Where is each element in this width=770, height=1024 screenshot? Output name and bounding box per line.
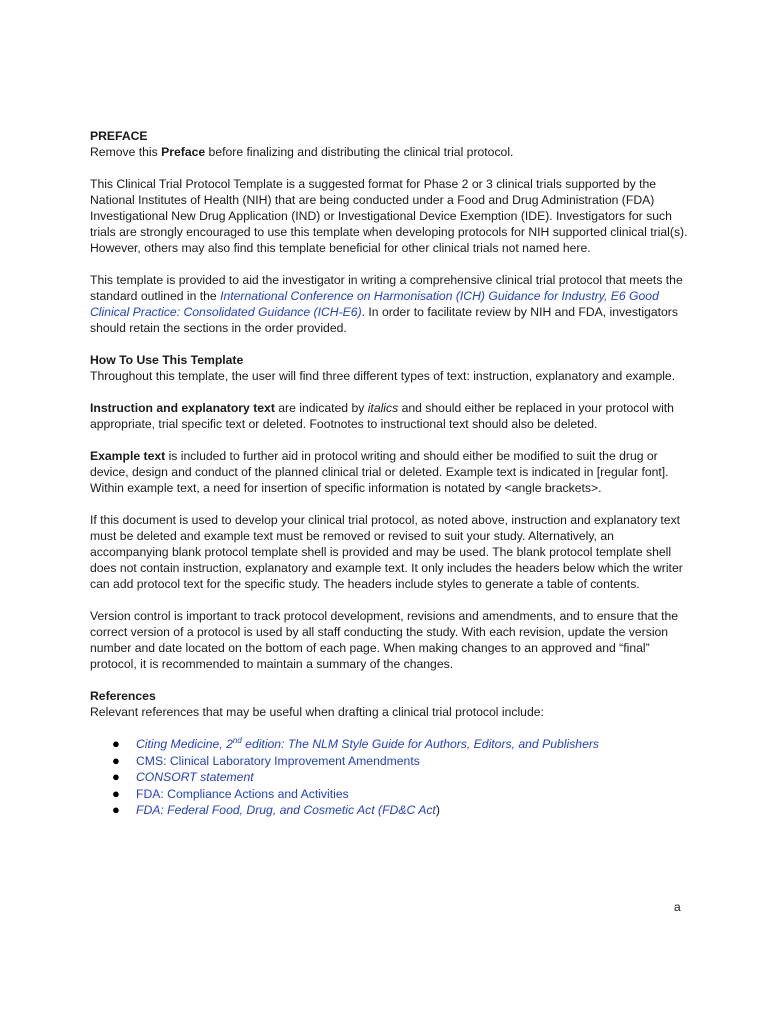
fda-compliance-link[interactable]: FDA: Compliance Actions and Activities xyxy=(136,786,349,801)
fdc-act-link[interactable]: FDA: Federal Food, Drug, and Cosmetic Act (FD&C Act xyxy=(136,803,436,818)
aid-paragraph: This template is provided to aid the investigator in writing a comprehensive clinical trial protocol that meets the standard outlined in the International Conference on Harmonisation (ICH) Guidance for Industry, E6 Good Clinical Practice: Consolidated Guidance (ICH-E6). In order to facilitate review by NIH and FDA, investigators should retain the sections in the order provided. xyxy=(90,273,683,335)
preface-heading: PREFACE xyxy=(90,129,148,143)
bullet-icon: ● xyxy=(112,752,120,768)
ich-e6-link[interactable]: International Conference on Harmonisation (ICH) Guidance for Industry, E6 Good Clinical Practice: Consolidated Guidance (ICH-E6) xyxy=(90,289,659,319)
bullet-icon: ● xyxy=(112,785,120,801)
list-item xyxy=(112,769,690,786)
bullet-icon: ● xyxy=(112,802,120,818)
develop-paragraph: If this document is used to develop your clinical trial protocol, as noted above, instruction and explanatory text must be deleted and example text must be removed or revised to suit your study. Alternatively, an accompanying blank protocol template shell is provided and may be used. The blank protocol template shell does not contain instruction, explanatory and example text. It only includes the headers below which the writer can add protocol text for the specific study. The headers include styles to generate a table of contents. xyxy=(90,513,683,591)
preface-remove-note: Remove this Preface before finalizing and distributing the clinical trial protocol. xyxy=(90,145,514,159)
how-to-heading: How To Use This Template xyxy=(90,353,244,367)
references-intro: Relevant references that may be useful when drafting a clinical trial protocol include: xyxy=(90,705,544,719)
citing-medicine-link[interactable]: Citing Medicine, 2nd edition: The NLM Style Guide for Authors, Editors, and Publishers xyxy=(136,735,600,751)
bullet-icon: ● xyxy=(112,769,120,785)
cms-clia-link[interactable]: CMS: Clinical Laboratory Improvement Amendments xyxy=(136,753,420,768)
how-to-text: Throughout this template, the user will find three different types of text: instruction, explanatory and example. xyxy=(90,369,676,383)
example-paragraph: Example text is included to further aid in protocol writing and should either be modified to suit the drug or device, design and conduct of the planned clinical trial or deleted. Example text is indicated in [regular font]. Within example text, a need for insertion of specific information is notated by <angle brackets>. xyxy=(90,449,669,495)
version-paragraph: Version control is important to track protocol development, revisions and amendments, and to ensure that the correct version of a protocol is used by all staff conducting the study. With each revision, update the version number and date located on the bottom of each page. When making changes to an approved and “final” protocol, it is recommended to maintain a summary of the changes. xyxy=(90,609,679,671)
list-item xyxy=(112,753,690,770)
references-list xyxy=(90,736,690,819)
consort-statement-link[interactable]: CONSORT statement xyxy=(136,770,254,785)
list-item xyxy=(112,786,690,803)
instruction-paragraph: Instruction and explanatory text are indicated by italics and should either be replaced in your protocol with appropriate, trial specific text or deleted. Footnotes to instructional text should also be deleted. xyxy=(90,401,674,431)
bullet-icon: ● xyxy=(112,736,120,751)
references-heading: References xyxy=(90,689,156,703)
list-item: ● FDA: Federal Food, Drug, and Cosmetic Act (FD&C Act) xyxy=(112,802,440,818)
page-number: a xyxy=(674,900,681,914)
document-page xyxy=(90,128,690,819)
list-item xyxy=(112,736,690,753)
intro-paragraph: This Clinical Trial Protocol Template is a suggested format for Phase 2 or 3 clinical trials supported by the National Institutes of Health (NIH) that are being conducted under a Food and Drug Administration (FDA) Investigational New Drug Application (IND) or Investigational Device Exemption (IDE). Investigators for such trials are strongly encouraged to use this template when developing protocols for NIH supported clinical trial(s). However, others may also find this template beneficial for other clinical trials not named here. xyxy=(90,177,688,255)
